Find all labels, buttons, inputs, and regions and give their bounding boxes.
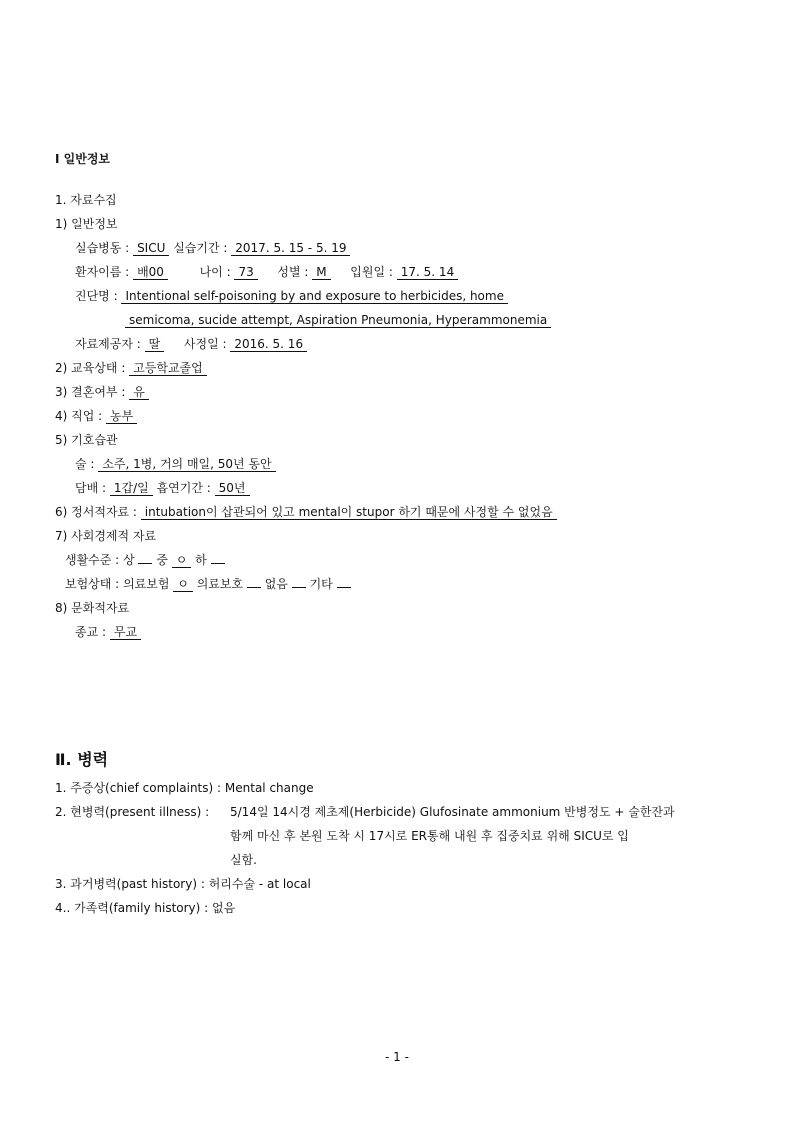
general-info-heading: 1) 일반정보 [55, 217, 118, 231]
living-low-label: 하 [195, 553, 207, 567]
chief-complaint-value: Mental change [224, 781, 314, 795]
period-label: 실습기간 : [173, 241, 228, 255]
living-mid-mark: ㅇ [172, 553, 192, 568]
marriage-label: 3) 결혼여부 : [55, 385, 126, 399]
present-illness-line-3: 실함. [230, 853, 257, 867]
family-history-row [55, 900, 235, 916]
marriage-value: 유 [129, 385, 149, 400]
ward-row [75, 240, 350, 256]
section2-title: Ⅱ. 병력 [55, 750, 109, 769]
alcohol-row [75, 456, 276, 472]
insurance-option-4: 기타 [309, 577, 333, 591]
insurance-option-2-blank [247, 576, 261, 588]
emotion-label: 6) 정서적자료 : [55, 505, 137, 519]
page-number: - 1 - [385, 1050, 409, 1064]
diagnosis-label: 진단명 : [75, 289, 118, 303]
present-illness-label: 2. 현병력(present illness) : [55, 805, 210, 819]
present-illness-line-1: 5/14일 14시경 제초제(Herbicide) Glufosinate ammonium 반병정도 + 술한잔과 [230, 805, 675, 819]
living-standard-label: 생활수준 : [65, 553, 120, 567]
present-illness-line-2: 함께 마신 후 본원 도착 시 17시로 ER통해 내원 후 집중치료 위해 SICU로 입 [230, 829, 629, 843]
data-collection-heading: 1. 자료수집 [55, 193, 117, 207]
informant-label: 자료제공자 : [75, 337, 141, 351]
living-mid-label: 중 [156, 553, 168, 567]
education-label: 2) 교육상태 : [55, 361, 126, 375]
alcohol-value: 소주, 1병, 거의 매일, 50년 동안 [98, 457, 275, 472]
admit-value: 17. 5. 14 [397, 265, 458, 280]
assess-date-label: 사정일 : [183, 337, 227, 351]
diagnosis-line-2: semicoma, sucide attempt, Aspiration Pneumonia, Hyperammonemia [125, 313, 551, 328]
job-value: 농부 [106, 409, 137, 424]
living-standard-row [65, 552, 225, 568]
insurance-option-1: 의료보험 [123, 577, 170, 591]
smoking-years-label: 흡연기간 : [156, 481, 211, 495]
age-label: 나이 : [199, 265, 231, 279]
smoking-years-value: 50년 [215, 481, 250, 496]
emotion-value: intubation이 삽관되어 있고 mental이 stupor 하기 때문에 사정할 수 없었음 [141, 505, 557, 520]
living-high-label: 상 [123, 553, 135, 567]
job-label: 4) 직업 : [55, 409, 103, 423]
informant-value: 딸 [145, 337, 165, 352]
family-history-label: 4.. 가족력(family history) : [55, 901, 209, 915]
ward-value: SICU [133, 241, 169, 256]
diagnosis-line-1: Intentional self-poisoning by and exposure to herbicides, home [121, 289, 508, 304]
diagnosis-row-2 [125, 312, 551, 328]
emotion-row [55, 504, 557, 520]
living-low-blank [211, 552, 225, 564]
insurance-option-3: 없음 [264, 577, 288, 591]
socioeconomic-heading: 7) 사회경제적 자료 [55, 529, 157, 543]
marriage-row [55, 384, 149, 400]
sex-value: M [312, 265, 330, 280]
patient-row [75, 264, 458, 280]
habits-heading: 5) 기호습관 [55, 433, 118, 447]
insurance-row [65, 576, 351, 592]
name-label: 환자이름 : [75, 265, 130, 279]
education-value: 고등학교졸업 [129, 361, 207, 376]
ward-label: 실습병동 : [75, 241, 130, 255]
chief-complaint-row [55, 780, 314, 796]
admit-label: 입원일 : [350, 265, 393, 279]
past-history-value: 허리수술 - at local [208, 877, 311, 891]
job-row [55, 408, 137, 424]
period-value: 2017. 5. 15 - 5. 19 [231, 241, 350, 256]
past-history-row [55, 876, 311, 892]
culture-heading: 8) 문화적자료 [55, 601, 130, 615]
religion-row [75, 624, 141, 640]
insurance-label: 보험상태 : [65, 577, 120, 591]
insurance-option-2: 의료보호 [196, 577, 244, 591]
religion-label: 종교 : [75, 625, 107, 639]
education-row [55, 360, 207, 376]
age-value: 73 [234, 265, 257, 280]
past-history-label: 3. 과거병력(past history) : [55, 877, 205, 891]
smoking-value: 1갑/일 [110, 481, 153, 496]
insurance-option-3-blank [292, 576, 306, 588]
smoking-label: 담배 : [75, 481, 107, 495]
religion-value: 무교 [110, 625, 141, 640]
alcohol-label: 술 : [75, 457, 95, 471]
name-value: 배00 [133, 265, 168, 280]
insurance-option-4-blank [337, 576, 351, 588]
smoking-row [75, 480, 250, 496]
insurance-option-1-mark: ㅇ [173, 577, 193, 592]
living-high-blank [138, 552, 152, 564]
informant-row [75, 336, 307, 352]
section1-title: Ⅰ 일반정보 [55, 152, 111, 166]
diagnosis-row [75, 288, 508, 304]
family-history-value: 없음 [212, 901, 236, 915]
sex-label: 성별 : [277, 265, 309, 279]
assess-date-value: 2016. 5. 16 [230, 337, 307, 352]
chief-complaint-label: 1. 주증상(chief complaints) : [55, 781, 222, 795]
